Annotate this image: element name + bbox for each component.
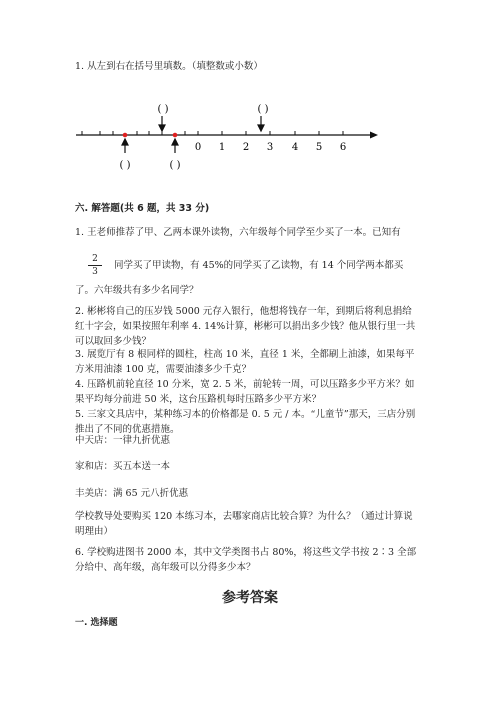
section-heading: 六. 解答题(共 6 题，共 33 分) <box>75 203 210 214</box>
shop-zhongtian: 中天店：一律九折优惠 <box>75 435 171 446</box>
up-arrow-icon <box>122 139 128 153</box>
fraction-two-thirds <box>88 254 102 277</box>
problem-3: 3. 展览厅有 8 根同样的圆柱，柱高 10 米，直径 1 米，全都刷上油漆，如果每平方米用油漆 100 克，需要油漆多少千克？ <box>75 349 415 375</box>
shop-fengmei: 丰美店：满 65 元八折优惠 <box>75 488 189 499</box>
problem-1-line-3: 了。六年级共有多少名同学？ <box>75 285 199 296</box>
tick-label-6: 6 <box>339 142 347 153</box>
problem-1-line-2: 同学买了甲读物，有 45%的同学买了乙读物，有 14 个同学两本都买 <box>114 260 404 271</box>
problem-5: 5. 三家文具店中，某种练习本的价格都是 0. 5 元 / 本。“儿童节”那天，三店分别推出了不同的优惠措施。 <box>75 409 416 435</box>
problem-2: 2. 彬彬将自己的压岁钱 5000 元存入银行，他想将钱存一年，到期后将利息捐给红十字会，如果按照年利率 4. 14%计算，彬彬可以捐出多少钱？他从银行里一共可以取回多少钱？ <box>75 306 416 347</box>
tick-label-5: 5 <box>315 142 323 153</box>
blank-top-1: ( ) <box>157 104 169 115</box>
tick-label-4: 4 <box>291 142 299 153</box>
number-line <box>0 96 500 196</box>
tick-label-0: 0 <box>194 142 202 153</box>
q1-title: 1. 从左到右在括号里填数。（填整数或小数） <box>75 61 263 72</box>
point-2 <box>173 133 178 138</box>
problem-5-question: 学校教导处要购买 120 本练习本，去哪家商店比较合算？为什么？（通过计算说明理由） <box>75 511 413 537</box>
problem-6: 6. 学校购进图书 2000 本，其中文学类图书占 80%，将这些文学书按 2∶3 全部分给中、高年级，高年级可以分得多少本？ <box>75 547 417 573</box>
blank-bottom-2: ( ) <box>169 160 181 171</box>
down-arrow-icon <box>258 116 264 131</box>
answer-subheading: 一. 选择题 <box>75 618 118 628</box>
up-arrow-icon <box>172 139 178 153</box>
tick-label-3: 3 <box>266 142 274 153</box>
down-arrow-icon <box>159 116 165 131</box>
blank-bottom-1: ( ) <box>119 160 131 171</box>
arrow-head-icon <box>370 132 378 139</box>
blank-top-2: ( ) <box>257 104 269 115</box>
point-1 <box>123 133 128 138</box>
shop-jiahe: 家和店：买五本送一本 <box>75 461 171 472</box>
tick-label-1: 1 <box>218 142 226 153</box>
answer-heading: 参考答案 <box>222 590 278 606</box>
fraction-numerator: 2 <box>92 254 98 264</box>
problem-4: 4. 压路机前轮直径 10 分米，宽 2. 5 米，前轮转一周，可以压路多少平方米？如果平均每分前进 50 米，这台压路机每时压路多少平方米？ <box>75 379 415 405</box>
problem-1-line-1: 1. 王老师推荐了甲、乙两本课外读物，六年级每个同学至少买了一本。已知有 <box>75 227 401 238</box>
fraction-denominator: 3 <box>92 267 98 277</box>
tick-label-2: 2 <box>242 142 250 153</box>
